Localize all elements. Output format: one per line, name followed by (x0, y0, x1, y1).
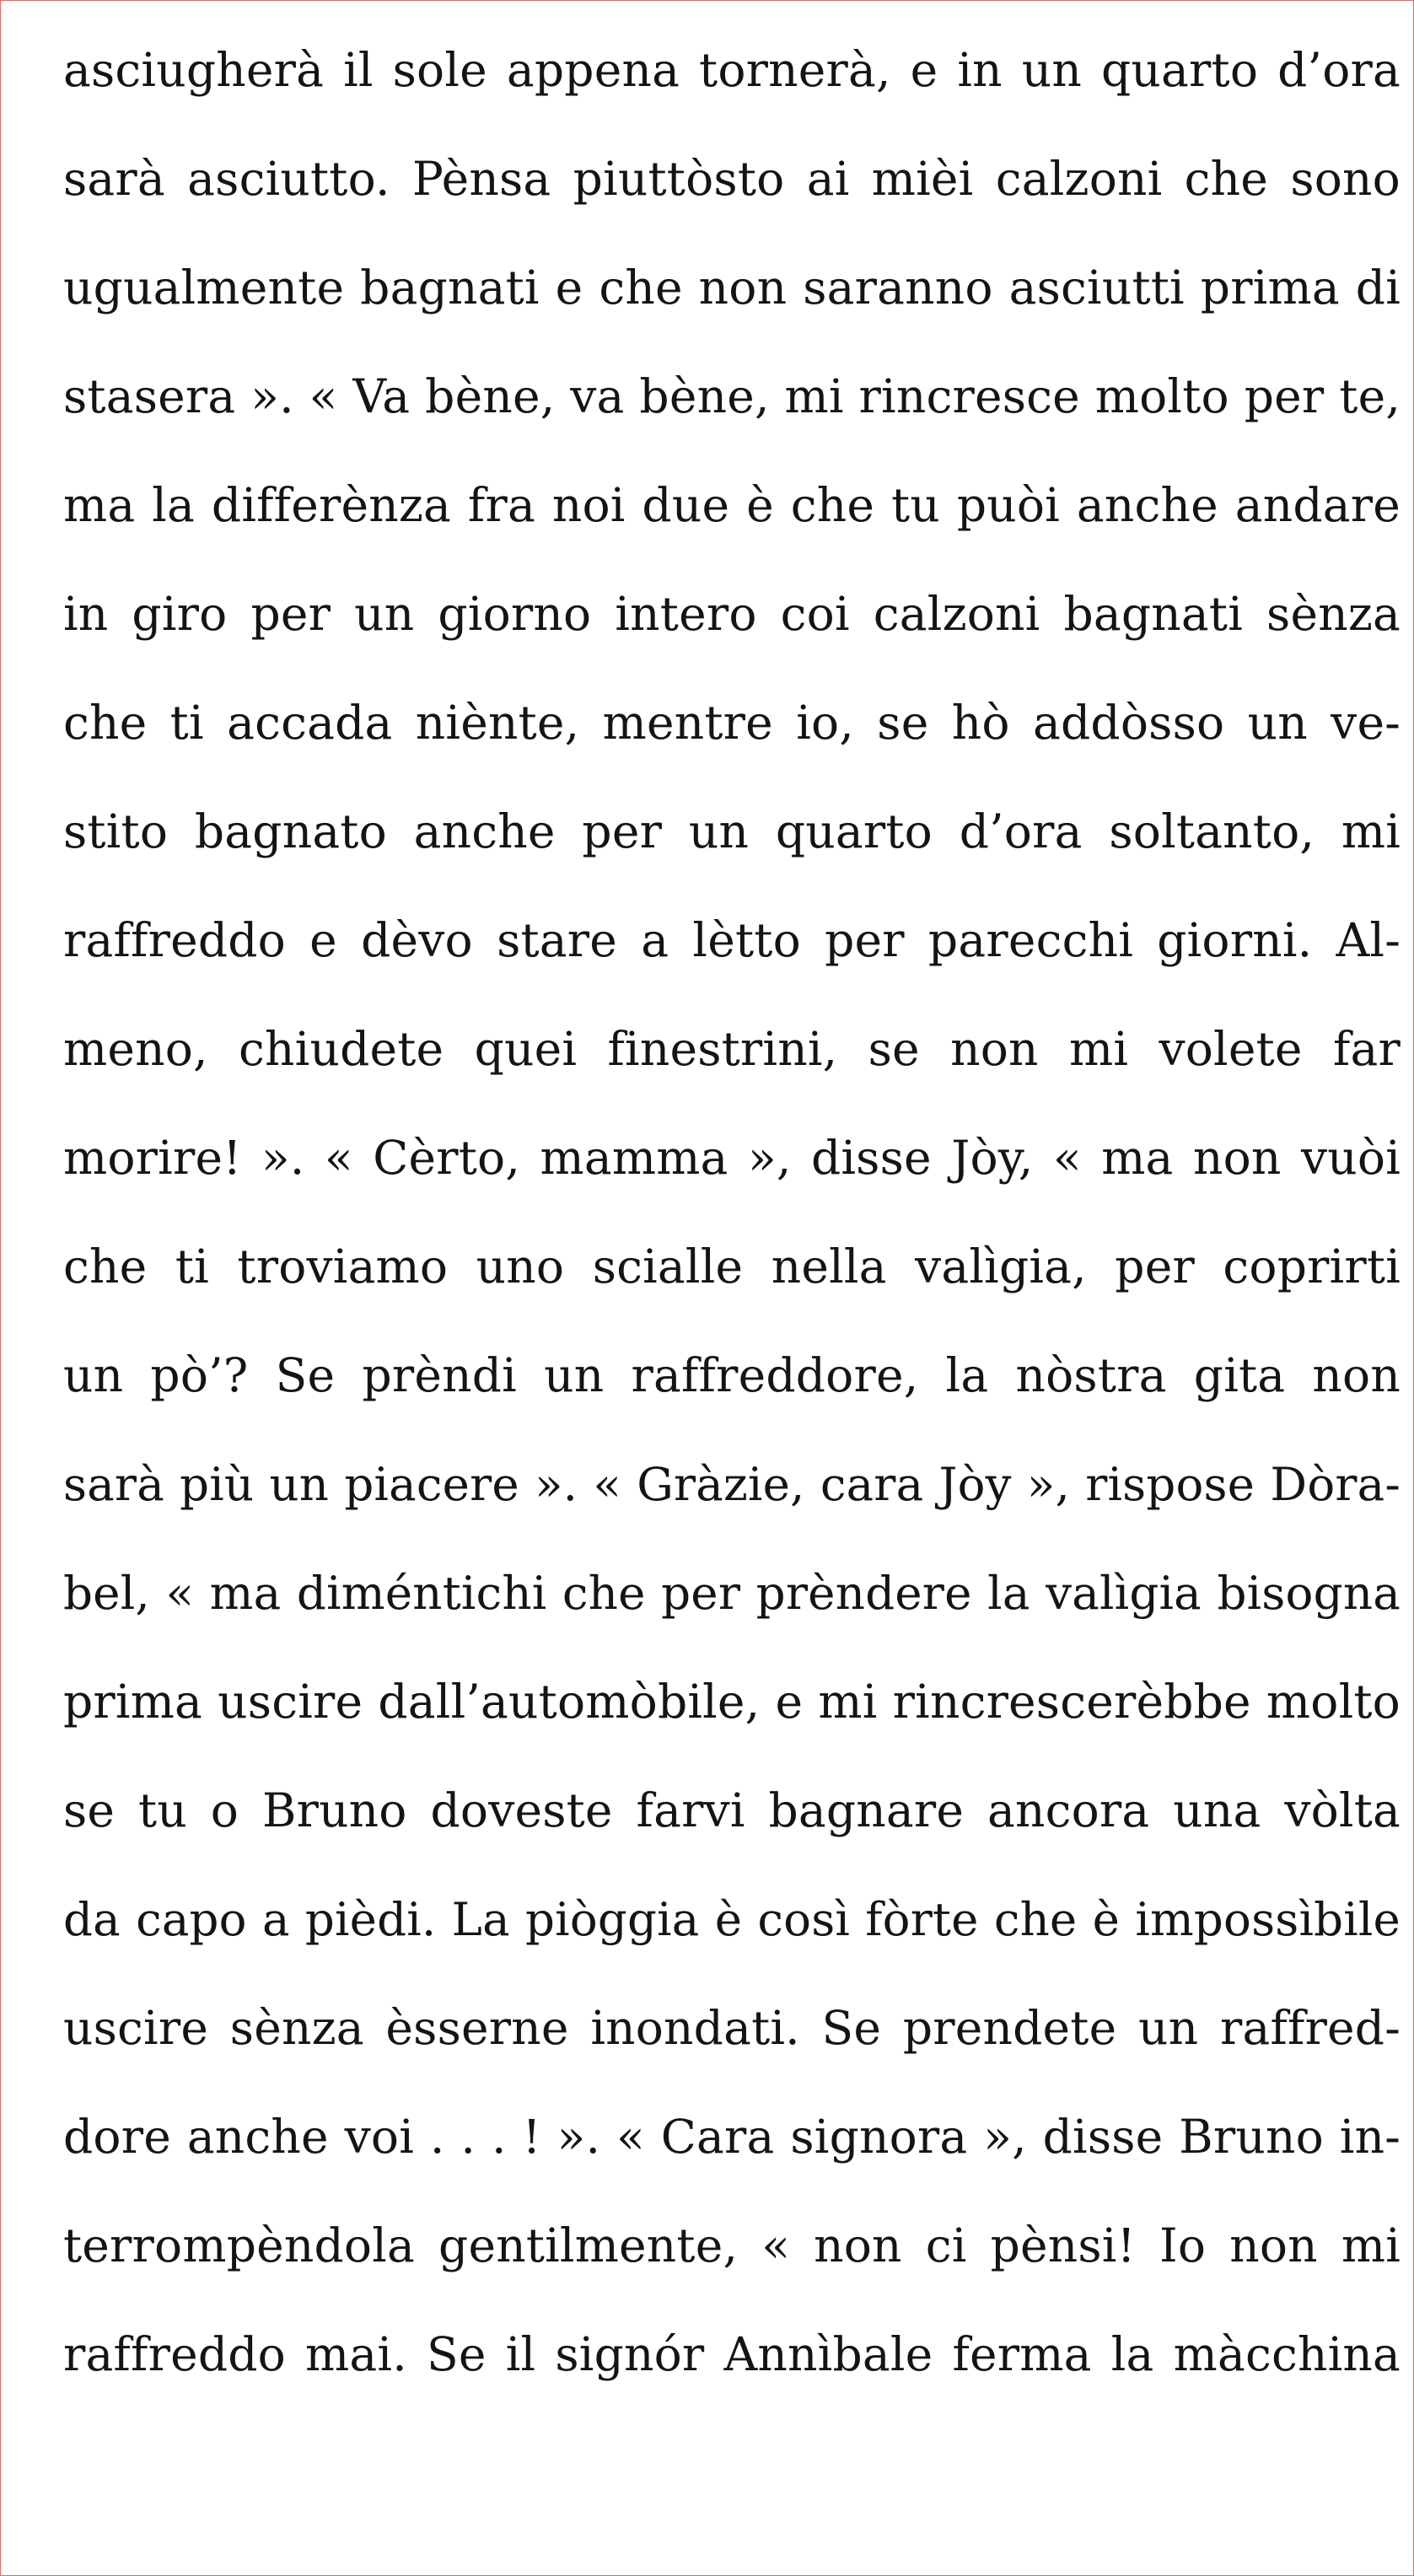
text-line: stito bagnato anche per un quarto d’ora soltanto, mi (63, 804, 1401, 858)
text-line: stasera ». « Va bène, va bène, mi rincresce molto per te, (63, 369, 1401, 423)
text-line: ugualmente bagnati e che non saranno asciutti prima di (63, 261, 1401, 315)
text-line: un pò’? Se prèndi un raffreddore, la nòstra gita non (63, 1348, 1401, 1402)
text-line: uscire sènza èsserne inondati. Se prendete un raffred- (63, 2001, 1401, 2055)
text-line: raffreddo mai. Se il signór Annìbale ferma la màcchina (63, 2327, 1401, 2381)
text-line: meno, chiudete quei finestrini, se non mi volete far (63, 1022, 1401, 1076)
text-line: morire! ». « Cèrto, mamma », disse Jòy, « ma non vuòi (63, 1131, 1401, 1185)
text-line: prima uscire dall’automòbile, e mi rincrescerèbbe molto (63, 1675, 1401, 1729)
text-line: dore anche voi . . . ! ». « Cara signora », disse Bruno in- (63, 2110, 1401, 2164)
text-line: sarà asciutto. Pènsa piuttòsto ai mièi calzoni che sono (63, 152, 1401, 206)
text-line: se tu o Bruno doveste farvi bagnare ancora una vòlta (63, 1783, 1401, 1837)
text-line: terrompèndola gentilmente, « non ci pènsi! Io non mi (63, 2218, 1401, 2272)
text-line: sarà più un piacere ». « Gràzie, cara Jòy », rispose Dòra- (63, 1457, 1401, 1511)
text-line: bel, « ma diméntichi che per prèndere la valìgia bisogna (63, 1566, 1401, 1620)
text-line: ma la differènza fra noi due è che tu puòi anche andare (63, 478, 1401, 532)
text-line: che ti accada niènte, mentre io, se hò addòsso un ve- (63, 696, 1401, 750)
text-line: raffreddo e dèvo stare a lètto per parecchi giorni. Al- (63, 913, 1401, 967)
text-line: asciugherà il sole appena tornerà, e in un quarto d’ora (63, 43, 1401, 97)
text-line: da capo a pièdi. La piòggia è così fòrte che è impossìbile (63, 1892, 1401, 1946)
text-line: in giro per un giorno intero coi calzoni bagnati sènza (63, 587, 1401, 641)
body-text (63, 33, 1401, 2426)
text-line: che ti troviamo uno scialle nella valìgia, per coprirti (63, 1240, 1401, 1293)
